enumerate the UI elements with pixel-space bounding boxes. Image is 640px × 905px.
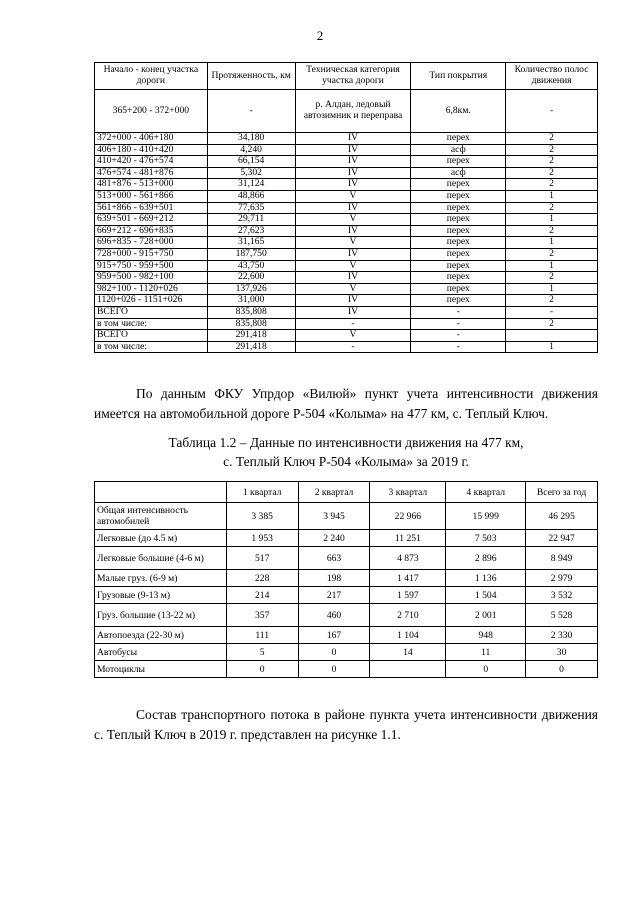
- table-cell: 835,808: [207, 318, 295, 330]
- table-cell: IV: [295, 248, 411, 260]
- table-cell: 5: [226, 644, 298, 661]
- table-cell: 7 503: [446, 530, 526, 547]
- table-cell: 2 240: [298, 530, 370, 547]
- table-cell: перех: [411, 179, 506, 191]
- table-cell: 22,600: [207, 272, 295, 284]
- page-number: 2: [316, 28, 324, 43]
- table-cell: V: [295, 260, 411, 272]
- table-row: [95, 570, 598, 587]
- table-cell: Груз. большие (13-22 м): [95, 604, 227, 627]
- table-row: [95, 330, 598, 342]
- table-cell: 2: [506, 318, 598, 330]
- table-cell: 1: [506, 283, 598, 295]
- table-cell: Автопоезда (22-30 м): [95, 627, 227, 644]
- table-cell: 22 966: [370, 503, 446, 530]
- table-cell: 1: [506, 237, 598, 249]
- table-cell: 5,302: [207, 167, 295, 179]
- table-cell: в том числе:: [95, 318, 208, 330]
- table-row: [95, 214, 598, 226]
- table-row: [95, 295, 598, 307]
- table-cell: перех: [411, 272, 506, 284]
- table-row: [95, 306, 598, 318]
- table-cell: IV: [295, 156, 411, 168]
- table-cell: 2: [506, 144, 598, 156]
- table-cell: 2 001: [446, 604, 526, 627]
- table-cell: 2: [506, 295, 598, 307]
- table-cell: Легковые большие (4-6 м): [95, 547, 227, 570]
- table-cell: перех: [411, 202, 506, 214]
- table-cell: 66,154: [207, 156, 295, 168]
- table-cell: перех: [411, 237, 506, 249]
- table-cell: -: [207, 90, 295, 133]
- table-header-row: [95, 482, 598, 503]
- table-cell: 2: [506, 225, 598, 237]
- table-cell: 669+212 - 696+835: [95, 225, 208, 237]
- table-cell: 30: [526, 644, 598, 661]
- header-cell: Техническая категория участка дороги: [295, 63, 411, 90]
- table-row: [95, 260, 598, 272]
- header-cell: Тип покрытия: [411, 63, 506, 90]
- header-cell: 3 квартал: [370, 482, 446, 503]
- table-row: [95, 627, 598, 644]
- table-cell: 406+180 - 410+420: [95, 144, 208, 156]
- road-sections-table: [94, 62, 598, 353]
- table-cell: 11: [446, 644, 526, 661]
- table-cell: [506, 330, 598, 342]
- table-cell: IV: [295, 202, 411, 214]
- table-cell: 982+100 - 1120+026: [95, 283, 208, 295]
- table-cell: 2: [506, 272, 598, 284]
- table-cell: 1 104: [370, 627, 446, 644]
- table-cell: -: [506, 306, 598, 318]
- header-cell: 4 квартал: [446, 482, 526, 503]
- table-cell: 137,926: [207, 283, 295, 295]
- table-row: [95, 133, 598, 145]
- table-row: [95, 587, 598, 604]
- conclusion-paragraph: Состав транспортного потока в районе пункта учета интенсивности движения с. Теплый Ключ в 2019 г. представлен на рисунке 1.1.: [94, 707, 598, 742]
- table-cell: в том числе:: [95, 341, 208, 353]
- header-cell: [95, 482, 227, 503]
- table-cell: 34,180: [207, 133, 295, 145]
- table-cell: -: [411, 341, 506, 353]
- table-cell: IV: [295, 133, 411, 145]
- table-cell: IV: [295, 225, 411, 237]
- table-cell: Легковые (до 4.5 м): [95, 530, 227, 547]
- table-cell: перех: [411, 190, 506, 202]
- table-cell: -: [295, 318, 411, 330]
- table-cell: 31,165: [207, 237, 295, 249]
- table-cell: 4,240: [207, 144, 295, 156]
- header-cell: Количество полос движения: [506, 63, 598, 90]
- table-cell: р. Алдан, ледовый автозимник и переправа: [295, 90, 411, 133]
- table-cell: 1 504: [446, 587, 526, 604]
- table-cell: Мотоциклы: [95, 661, 227, 678]
- table-cell: 696+835 - 728+000: [95, 237, 208, 249]
- header-cell: Протяженность, км: [207, 63, 295, 90]
- table-cell: 8 949: [526, 547, 598, 570]
- table-row: [95, 272, 598, 284]
- table-cell: 476+574 - 481+876: [95, 167, 208, 179]
- table-cell: 663: [298, 547, 370, 570]
- table-cell: 1: [506, 341, 598, 353]
- table-row: [95, 190, 598, 202]
- table-cell: [370, 661, 446, 678]
- table-cell: 410+420 - 476+574: [95, 156, 208, 168]
- table-cell: 835,808: [207, 306, 295, 318]
- table-cell: 228: [226, 570, 298, 587]
- table-cell: асф: [411, 144, 506, 156]
- table-cell: 4 873: [370, 547, 446, 570]
- table-cell: перех: [411, 214, 506, 226]
- table-cell: 0: [298, 644, 370, 661]
- table-cell: 2: [506, 179, 598, 191]
- table-cell: 27,623: [207, 225, 295, 237]
- table-row: [95, 341, 598, 353]
- table-cell: 959+500 - 982+100: [95, 272, 208, 284]
- table-row: [95, 547, 598, 570]
- table-cell: асф: [411, 167, 506, 179]
- table-cell: IV: [295, 306, 411, 318]
- table-cell: 2: [506, 248, 598, 260]
- table-cell: V: [295, 283, 411, 295]
- table-row: [95, 283, 598, 295]
- table-cell: 3 945: [298, 503, 370, 530]
- table-cell: 513+000 - 561+866: [95, 190, 208, 202]
- table-cell: 46 295: [526, 503, 598, 530]
- table-cell: 0: [226, 661, 298, 678]
- table-cell: 0: [446, 661, 526, 678]
- table-cell: 22 947: [526, 530, 598, 547]
- table-cell: 2 979: [526, 570, 598, 587]
- table-cell: 2: [506, 167, 598, 179]
- table-cell: 1 953: [226, 530, 298, 547]
- table-row: [95, 248, 598, 260]
- table-cell: 214: [226, 587, 298, 604]
- table-cell: перех: [411, 248, 506, 260]
- table-cell: 11 251: [370, 530, 446, 547]
- table-cell: перех: [411, 156, 506, 168]
- table-cell: 1 597: [370, 587, 446, 604]
- table-cell: 561+866 - 639+501: [95, 202, 208, 214]
- table-row: [95, 202, 598, 214]
- table-cell: 1: [506, 190, 598, 202]
- table-cell: -: [411, 318, 506, 330]
- table-cell: IV: [295, 167, 411, 179]
- table-cell: 0: [298, 661, 370, 678]
- table-cell: -: [295, 341, 411, 353]
- table-cell: 2: [506, 202, 598, 214]
- table-cell: 517: [226, 547, 298, 570]
- header-cell: 2 квартал: [298, 482, 370, 503]
- table-cell: перех: [411, 225, 506, 237]
- table-row: [95, 167, 598, 179]
- table-cell: 3 385: [226, 503, 298, 530]
- table-cell: перех: [411, 133, 506, 145]
- table-row: [95, 604, 598, 627]
- table-caption-line-2: с. Теплый Ключ Р-504 «Колыма» за 2019 г.: [223, 454, 469, 469]
- table-cell: 2: [506, 133, 598, 145]
- table-cell: 198: [298, 570, 370, 587]
- table-cell: 291,418: [207, 341, 295, 353]
- table-cell: 365+200 - 372+000: [95, 90, 208, 133]
- table-cell: 481+876 - 513+000: [95, 179, 208, 191]
- table-cell: IV: [295, 179, 411, 191]
- table-cell: 14: [370, 644, 446, 661]
- table-cell: 48,866: [207, 190, 295, 202]
- table-cell: 728+000 - 915+750: [95, 248, 208, 260]
- table-cell: 77,635: [207, 202, 295, 214]
- table-cell: 460: [298, 604, 370, 627]
- header-cell: 1 квартал: [226, 482, 298, 503]
- table-cell: -: [506, 90, 598, 133]
- table-cell: 291,418: [207, 330, 295, 342]
- table-cell: перех: [411, 283, 506, 295]
- table-cell: Малые груз. (6-9 м): [95, 570, 227, 587]
- table-cell: IV: [295, 295, 411, 307]
- intro-paragraph: По данным ФКУ Упрдор «Вилюй» пункт учета интенсивности движения имеется на автомобильной дороге Р-504 «Колыма» на 477 км, с. Теплый Ключ.: [94, 386, 598, 421]
- table-row: [95, 530, 598, 547]
- header-cell: Начало - конец участка дороги: [95, 63, 208, 90]
- table-cell: 5 528: [526, 604, 598, 627]
- table-caption-line-1: Таблица 1.2 – Данные по интенсивности движения на 477 км,: [168, 435, 524, 450]
- header-cell: Всего за год: [526, 482, 598, 503]
- table-cell: 6,8км.: [411, 90, 506, 133]
- table-cell: 167: [298, 627, 370, 644]
- table-cell: перех: [411, 295, 506, 307]
- table-cell: 915+750 - 959+500: [95, 260, 208, 272]
- table-row: [95, 318, 598, 330]
- table-cell: 1: [506, 260, 598, 272]
- table-cell: 217: [298, 587, 370, 604]
- table-row: [95, 144, 598, 156]
- table-cell: 2 710: [370, 604, 446, 627]
- table-row: [95, 225, 598, 237]
- table-cell: 1 417: [370, 570, 446, 587]
- table-cell: 2 896: [446, 547, 526, 570]
- table-cell: 2 330: [526, 627, 598, 644]
- table-cell: 372+000 - 406+180: [95, 133, 208, 145]
- table-cell: 29,711: [207, 214, 295, 226]
- table-row: [95, 237, 598, 249]
- table-cell: 1120+026 - 1151+026: [95, 295, 208, 307]
- table-cell: V: [295, 330, 411, 342]
- table-cell: 3 532: [526, 587, 598, 604]
- table-cell: 1: [506, 214, 598, 226]
- table-cell: ВСЕГО: [95, 330, 208, 342]
- table-row: [95, 179, 598, 191]
- table-header-row: [95, 63, 598, 90]
- table-cell: 639+501 - 669+212: [95, 214, 208, 226]
- table-cell: 31,000: [207, 295, 295, 307]
- table-cell: 2: [506, 156, 598, 168]
- table-cell: -: [411, 306, 506, 318]
- table-cell: Общая интенсивность автомобилей: [95, 503, 227, 530]
- table-row: [95, 156, 598, 168]
- table-cell: V: [295, 237, 411, 249]
- table-cell: 43,750: [207, 260, 295, 272]
- table-row: [95, 503, 598, 530]
- table-cell: перех: [411, 260, 506, 272]
- table-cell: V: [295, 190, 411, 202]
- table-cell: 1 136: [446, 570, 526, 587]
- traffic-intensity-table: [94, 481, 598, 678]
- table-cell: Автобусы: [95, 644, 227, 661]
- table-cell: -: [411, 330, 506, 342]
- table-row: [95, 90, 598, 133]
- table-cell: 357: [226, 604, 298, 627]
- table-cell: 15 999: [446, 503, 526, 530]
- table-row: [95, 661, 598, 678]
- table-row: [95, 644, 598, 661]
- table-cell: 187,750: [207, 248, 295, 260]
- table-cell: 948: [446, 627, 526, 644]
- table-cell: Грузовые (9-13 м): [95, 587, 227, 604]
- table-cell: ВСЕГО: [95, 306, 208, 318]
- table-cell: IV: [295, 144, 411, 156]
- table-cell: 0: [526, 661, 598, 678]
- table-cell: 31,124: [207, 179, 295, 191]
- table-cell: IV: [295, 272, 411, 284]
- table-cell: V: [295, 214, 411, 226]
- table-cell: 111: [226, 627, 298, 644]
